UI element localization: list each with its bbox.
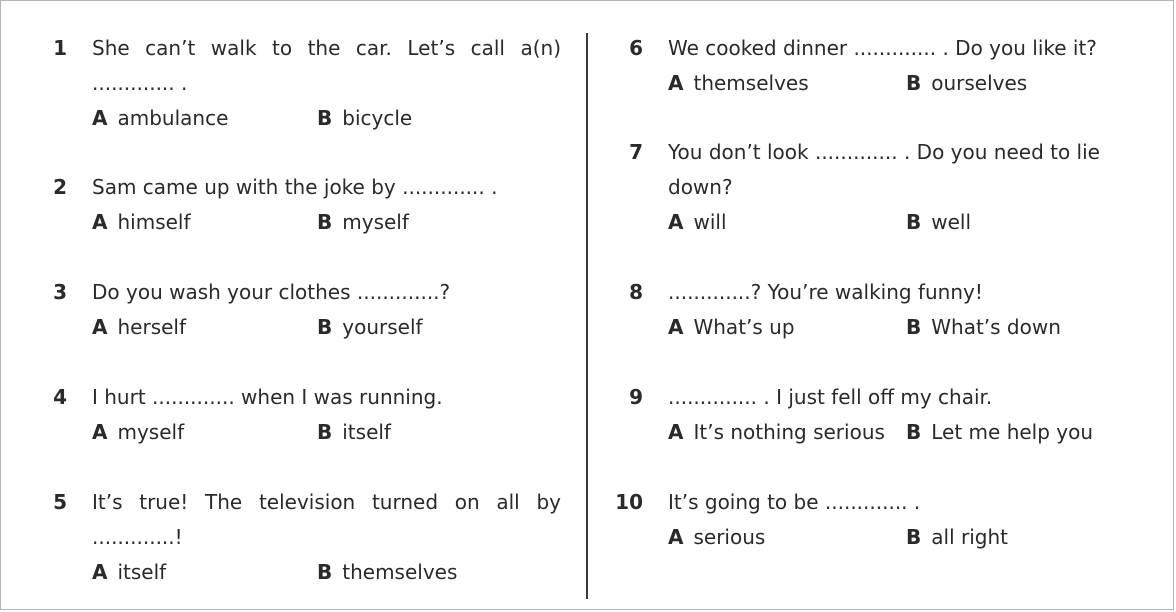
option-letter: A bbox=[92, 420, 108, 444]
option-letter: B bbox=[317, 315, 333, 339]
option-text: itself bbox=[117, 560, 167, 584]
option-b bbox=[317, 101, 412, 136]
question-3 bbox=[1, 275, 586, 345]
question-number: 10 bbox=[615, 490, 643, 514]
option-letter: B bbox=[317, 106, 333, 130]
option-letter: B bbox=[317, 560, 333, 584]
option-a bbox=[668, 205, 727, 240]
question-text-continued: .............! bbox=[92, 525, 183, 549]
option-text: all right bbox=[931, 525, 1008, 549]
question-5 bbox=[1, 485, 586, 590]
option-text: serious bbox=[693, 525, 766, 549]
question-number: 1 bbox=[53, 36, 67, 60]
option-letter: B bbox=[317, 210, 333, 234]
option-text: will bbox=[693, 210, 727, 234]
question-text-continued: ............. . bbox=[92, 71, 188, 95]
option-letter: A bbox=[92, 315, 108, 339]
option-a bbox=[668, 310, 795, 345]
option-letter: A bbox=[92, 106, 108, 130]
question-text: Do you wash your clothes .............? bbox=[92, 280, 451, 304]
option-text: Let me help you bbox=[931, 420, 1094, 444]
option-a bbox=[92, 555, 166, 590]
option-text: myself bbox=[117, 420, 185, 444]
question-6 bbox=[601, 31, 1171, 101]
question-number: 4 bbox=[53, 385, 67, 409]
question-text: .............. . I just fell off my chair. bbox=[668, 385, 993, 409]
option-a bbox=[92, 205, 191, 240]
option-text: themselves bbox=[342, 560, 458, 584]
question-text: You don’t look ............. . Do you need to lie bbox=[668, 140, 1100, 164]
option-text: itself bbox=[342, 420, 391, 444]
option-b bbox=[906, 310, 1061, 345]
question-text: It’s true! The television turned on all by bbox=[92, 490, 561, 514]
question-9 bbox=[601, 380, 1171, 450]
option-b bbox=[906, 66, 1027, 101]
question-text-continued: down? bbox=[668, 175, 733, 199]
option-letter: B bbox=[906, 210, 922, 234]
option-text: What’s down bbox=[931, 315, 1061, 339]
option-letter: A bbox=[668, 71, 684, 95]
option-a bbox=[92, 415, 184, 450]
option-text: themselves bbox=[693, 71, 809, 95]
option-text: ourselves bbox=[931, 71, 1028, 95]
option-a bbox=[668, 520, 765, 555]
option-text: bicycle bbox=[342, 106, 413, 130]
question-4 bbox=[1, 380, 586, 450]
option-b bbox=[317, 205, 409, 240]
question-number: 5 bbox=[53, 490, 67, 514]
option-a bbox=[668, 415, 885, 450]
question-7 bbox=[601, 135, 1171, 240]
option-letter: B bbox=[906, 420, 922, 444]
option-text: What’s up bbox=[693, 315, 795, 339]
option-letter: A bbox=[668, 525, 684, 549]
option-letter: A bbox=[668, 210, 684, 234]
option-a bbox=[92, 310, 186, 345]
question-10 bbox=[601, 485, 1171, 555]
question-text: Sam came up with the joke by ............. . bbox=[92, 175, 498, 199]
option-letter: B bbox=[317, 420, 333, 444]
option-b bbox=[317, 415, 391, 450]
question-text: .............? You’re walking funny! bbox=[668, 280, 983, 304]
question-number: 9 bbox=[629, 385, 643, 409]
option-letter: A bbox=[92, 560, 108, 584]
option-b bbox=[317, 310, 423, 345]
option-text: It’s nothing serious bbox=[693, 420, 885, 444]
question-1 bbox=[1, 31, 586, 136]
column-divider bbox=[586, 33, 588, 599]
option-letter: A bbox=[668, 420, 684, 444]
option-b bbox=[906, 520, 1008, 555]
option-letter: B bbox=[906, 71, 922, 95]
option-text: yourself bbox=[342, 315, 423, 339]
option-letter: B bbox=[906, 315, 922, 339]
option-a bbox=[92, 101, 228, 136]
option-b bbox=[317, 555, 457, 590]
option-text: himself bbox=[117, 210, 191, 234]
question-text: I hurt ............. when I was running. bbox=[92, 385, 443, 409]
option-b bbox=[906, 205, 971, 240]
option-text: herself bbox=[117, 315, 187, 339]
question-number: 2 bbox=[53, 175, 67, 199]
question-number: 7 bbox=[629, 140, 643, 164]
option-text: well bbox=[931, 210, 972, 234]
question-text: She can’t walk to the car. Let’s call a(n) bbox=[92, 36, 561, 60]
option-text: ambulance bbox=[117, 106, 229, 130]
question-text: It’s going to be ............. . bbox=[668, 490, 921, 514]
option-letter: B bbox=[906, 525, 922, 549]
question-number: 8 bbox=[629, 280, 643, 304]
question-text: We cooked dinner ............. . Do you like it? bbox=[668, 36, 1097, 60]
option-b bbox=[906, 415, 1093, 450]
option-letter: A bbox=[92, 210, 108, 234]
question-8 bbox=[601, 275, 1171, 345]
option-letter: A bbox=[668, 315, 684, 339]
option-text: myself bbox=[342, 210, 409, 234]
option-a bbox=[668, 66, 809, 101]
question-number: 6 bbox=[629, 36, 643, 60]
question-2 bbox=[1, 170, 586, 240]
question-number: 3 bbox=[53, 280, 67, 304]
